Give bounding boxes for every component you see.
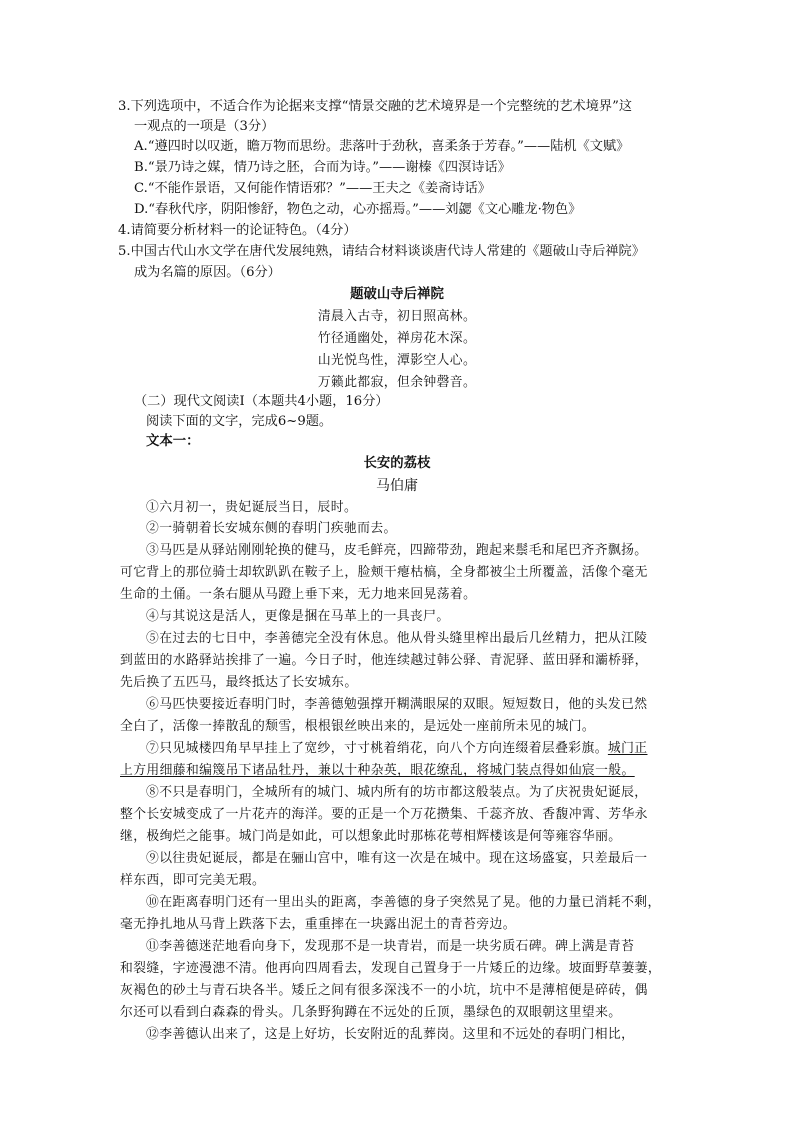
paragraph-5-line: 先后换了五匹马，最终抵达了长安城东。	[120, 675, 358, 690]
paragraph-9-line: 样东西，即可完美无瑕。	[120, 873, 266, 888]
poem-line: 清晨入古寺，初日照高林。	[317, 309, 477, 324]
paragraph-11-line: ⑪李善德迷茫地看向身下，发现那不是一块青岩，而是一块劣质石碑。碑上满是青苔	[146, 939, 635, 954]
paragraph-6-line: 全白了，活像一捧散乱的颓雪，根根银丝映出来的，是远处一座前所未见的城门。	[120, 719, 596, 734]
paragraph-8-line: ⑧不只是春明门，全城所有的城门、城内所有的坊市都这般装点。为了庆祝贵妃诞辰，	[146, 785, 648, 800]
paragraph-4: ④与其说这是活人，更像是捆在马革上的一具丧尸。	[146, 609, 450, 624]
poem-line: 山光悦鸟性，潭影空人心。	[317, 353, 477, 368]
paragraph-11-line: 尔还可以看到白森森的骨头。几条野狗蹲在不远处的丘顶，墨绿色的双眼朝这里望来。	[120, 1005, 622, 1020]
paragraph-3-line: 生命的土俑。一条右腿从马蹬上垂下来，无力地来回晃荡着。	[120, 587, 477, 602]
q3-option-c: C.“不能作景语，又何能作情语邪？”——王夫之《姜斋诗话》	[134, 181, 491, 196]
paragraph-6-line: ⑥马匹快要接近春明门时，李善德勉强撑开糊满眼屎的双眼。短短数日，他的头发已然	[146, 697, 648, 712]
paragraph-8-line: 继，极绚烂之能事。城门尚是如此，可以想象此时那栋花萼相辉楼该是何等雍容华丽。	[120, 829, 622, 844]
paragraph-10-line: ⑩在距离春明门还有一里出头的距离，李善德的身子突然晃了晃。他的力量已消耗不剩，	[146, 895, 661, 910]
paragraph-11-line: 和裂缝，字迹漫漶不清。他再向四周看去，发现自己置身于一片矮丘的边缘。坡面野草萋萋，	[120, 961, 662, 976]
paragraph-2: ②一骑朝着长安城东侧的春明门疾驰而去。	[146, 521, 397, 536]
paragraph-3-line: ③马匹是从驿站刚刚轮换的健马，皮毛鲜亮，四蹄带劲，跑起来鬃毛和尾巴齐齐飘扬。	[146, 543, 648, 558]
section-instruction: 阅读下面的文字，完成6~9题。	[146, 414, 333, 429]
text-label: 文本一：	[146, 434, 200, 449]
q4-stem: 4.请简要分析材料一的论证特色。（4分）	[118, 223, 357, 238]
poem-line: 竹径通幽处，禅房花木深。	[317, 331, 477, 346]
paragraph-11-line: 灰褐色的砂土与青石块各半。矮丘之间有很多深浅不一的小坑，坑中不是薄棺便是碎砖，偶	[120, 983, 648, 998]
paragraph-7-underlined: 城门正	[607, 741, 648, 756]
q3-stem-line2: 一观点的一项是（3分）	[134, 119, 275, 134]
q3-stem-line1: 3.下列选项中，不适合作为论据来支撑“情景交融的艺术境界是一个完整统的艺术境界”这	[118, 99, 632, 114]
q5-stem-line2: 成为名篇的原因。（6分）	[134, 265, 281, 280]
paragraph-3-line: 可它背上的那位骑士却软趴趴在鞍子上，脸颊干瘪枯槁，全身都被尘土所覆盖，活像个毫无	[120, 565, 648, 580]
paragraph-1: ①六月初一，贵妃诞辰当日，辰时。	[146, 500, 358, 515]
paragraph-5-line: 到蓝田的水路驿站挨排了一遍。今日子时，他连续越过韩公驿、青泥驿、蓝田驿和灞桥驿，	[120, 653, 648, 668]
paragraph-12: ⑫李善德认出来了，这是上好坊，长安附近的乱葬岗。这里和不远处的春明门相比，	[146, 1027, 635, 1042]
paragraph-5-line: ⑤在过去的七日中，李善德完全没有休息。他从骨头缝里榨出最后几丝精力，把从江陵	[146, 631, 648, 646]
article-author: 马伯庸	[376, 478, 418, 494]
paragraph-7-line2-underlined: 上方用细藤和编篾吊下诸品牡丹，兼以十种杂英，眼花缭乱，将城门装点得如仙宸一般。	[120, 763, 635, 778]
paragraph-8-line: 整个长安城变成了一片花卉的海洋。要的正是一个万花攒集、千蕊齐放、香馥冲霄、芳华永	[120, 807, 648, 822]
q5-stem-line1: 5.中国古代山水文学在唐代发展纯熟，请结合材料谈谈唐代诗人常建的《题破山寺后禅院》	[118, 244, 645, 259]
paragraph-7-line1	[146, 740, 647, 758]
poem-title: 题破山寺后禅院	[350, 287, 444, 302]
poem-line: 万籁此都寂，但余钟磬音。	[317, 375, 477, 390]
q3-option-a: A.“遵四时以叹逝，瞻万物而思纷。悲落叶于劲秋，喜柔条于芳春。”——陆机《文赋》	[134, 139, 630, 154]
paragraph-10-line: 毫无挣扎地从马背上跌落下去，重重摔在一块露出泥土的青苔旁边。	[120, 917, 516, 932]
article-title: 长安的荔枝	[363, 456, 431, 471]
section-heading: （二）现代文阅读Ⅰ（本题共4小题，16分）	[134, 394, 389, 409]
q3-option-d: D.“春秋代序，阴阳惨舒，物色之动，心亦摇焉。”——刘勰《文心雕龙·物色》	[134, 202, 582, 217]
q3-option-b: B.“景乃诗之媒，情乃诗之胚，合而为诗。”——谢榛《四溟诗话》	[134, 160, 511, 175]
paragraph-9-line: ⑨以往贵妃诞辰，都是在骊山宫中，唯有这一次是在城中。现在这场盛宴，只差最后一	[146, 851, 648, 866]
paragraph-7-text: ⑦只见城楼四角早早挂上了宽纱，寸寸桃着绡花，向八个方向连缀着层叠彩旗。	[146, 741, 608, 756]
